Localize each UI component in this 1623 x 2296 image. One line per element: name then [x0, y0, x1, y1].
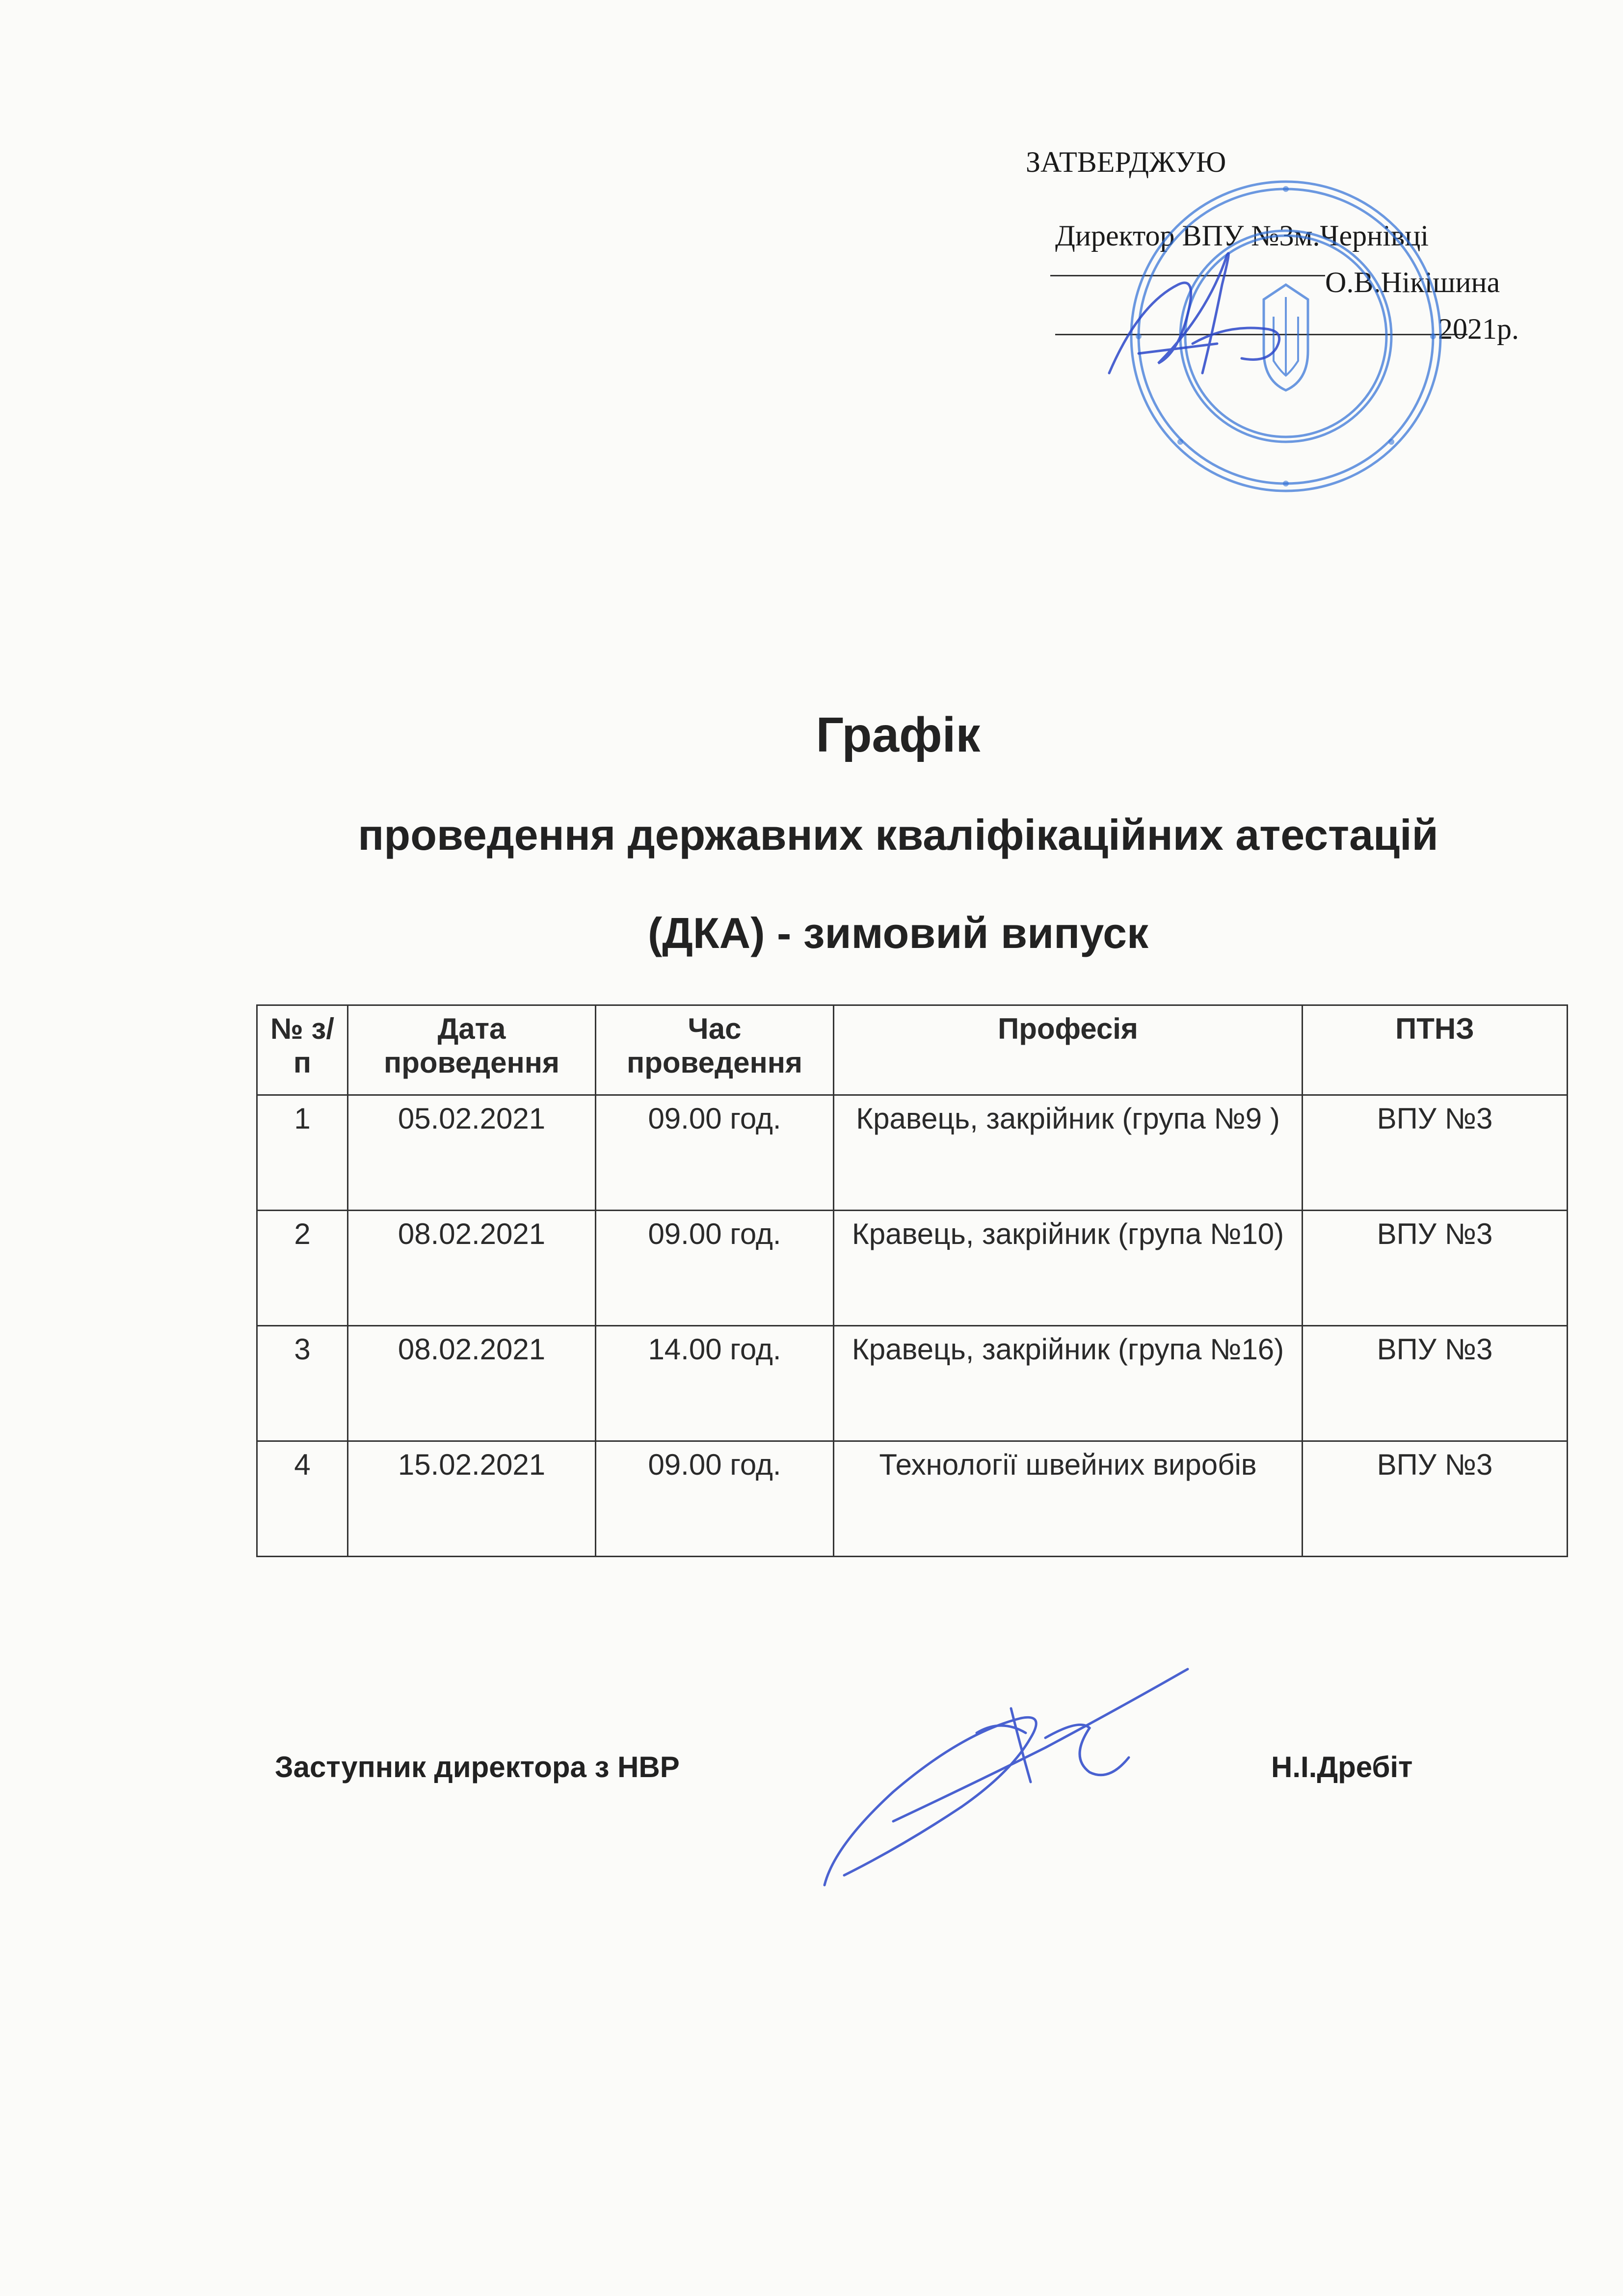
approval-title: ЗАТВЕРДЖУЮ — [1026, 146, 1226, 178]
cell-profession: Кравець, закрійник (група №9 ) — [834, 1095, 1303, 1211]
cell-school: ВПУ №3 — [1303, 1095, 1568, 1211]
cell-time: 14.00 год. — [596, 1326, 834, 1441]
cell-profession: Технології швейних виробів — [834, 1441, 1303, 1557]
cell-number: 3 — [257, 1326, 348, 1441]
approval-position: Директор ВПУ №3м.Чернівці — [1055, 219, 1429, 252]
cell-date: 05.02.2021 — [348, 1095, 596, 1211]
document-title: Графік — [816, 707, 981, 762]
table-row — [257, 1095, 1568, 1211]
header-school: ПТНЗ — [1303, 1005, 1568, 1095]
cell-school: ВПУ №3 — [1303, 1326, 1568, 1441]
cell-number: 1 — [257, 1095, 348, 1211]
header-date: Дата проведення — [348, 1005, 596, 1095]
schedule-table — [256, 1004, 1568, 1557]
deputy-signature-icon — [815, 1659, 1207, 1890]
header-profession: Професія — [834, 1005, 1303, 1095]
table-row — [257, 1441, 1568, 1557]
header-time: Час проведення — [596, 1005, 834, 1095]
cell-school: ВПУ №3 — [1303, 1441, 1568, 1557]
document-subtitle-line1: проведення державних кваліфікаційних атестацій — [358, 810, 1438, 859]
cell-profession: Кравець, закрійник (група №16) — [834, 1326, 1303, 1441]
cell-profession: Кравець, закрійник (група №10) — [834, 1211, 1303, 1326]
cell-date: 08.02.2021 — [348, 1211, 596, 1326]
cell-school: ВПУ №3 — [1303, 1211, 1568, 1326]
approval-year: 2021р. — [1438, 313, 1519, 345]
header-number: № з/п — [257, 1005, 348, 1095]
table-row — [257, 1211, 1568, 1326]
cell-date: 08.02.2021 — [348, 1326, 596, 1441]
document-subtitle-line2: (ДКА) - зимовий випуск — [647, 909, 1149, 957]
cell-time: 09.00 год. — [596, 1441, 834, 1557]
footer-role: Заступник директора з НВР — [275, 1751, 680, 1783]
approval-name: О.В.Нікішина — [1325, 266, 1500, 298]
table-header-row — [257, 1005, 1568, 1095]
cell-time: 09.00 год. — [596, 1095, 834, 1211]
cell-time: 09.00 год. — [596, 1211, 834, 1326]
footer-name: Н.І.Дребіт — [1271, 1751, 1413, 1783]
cell-date: 15.02.2021 — [348, 1441, 596, 1557]
cell-number: 2 — [257, 1211, 348, 1326]
table-row — [257, 1326, 1568, 1441]
director-signature-icon — [1080, 226, 1335, 412]
cell-number: 4 — [257, 1441, 348, 1557]
